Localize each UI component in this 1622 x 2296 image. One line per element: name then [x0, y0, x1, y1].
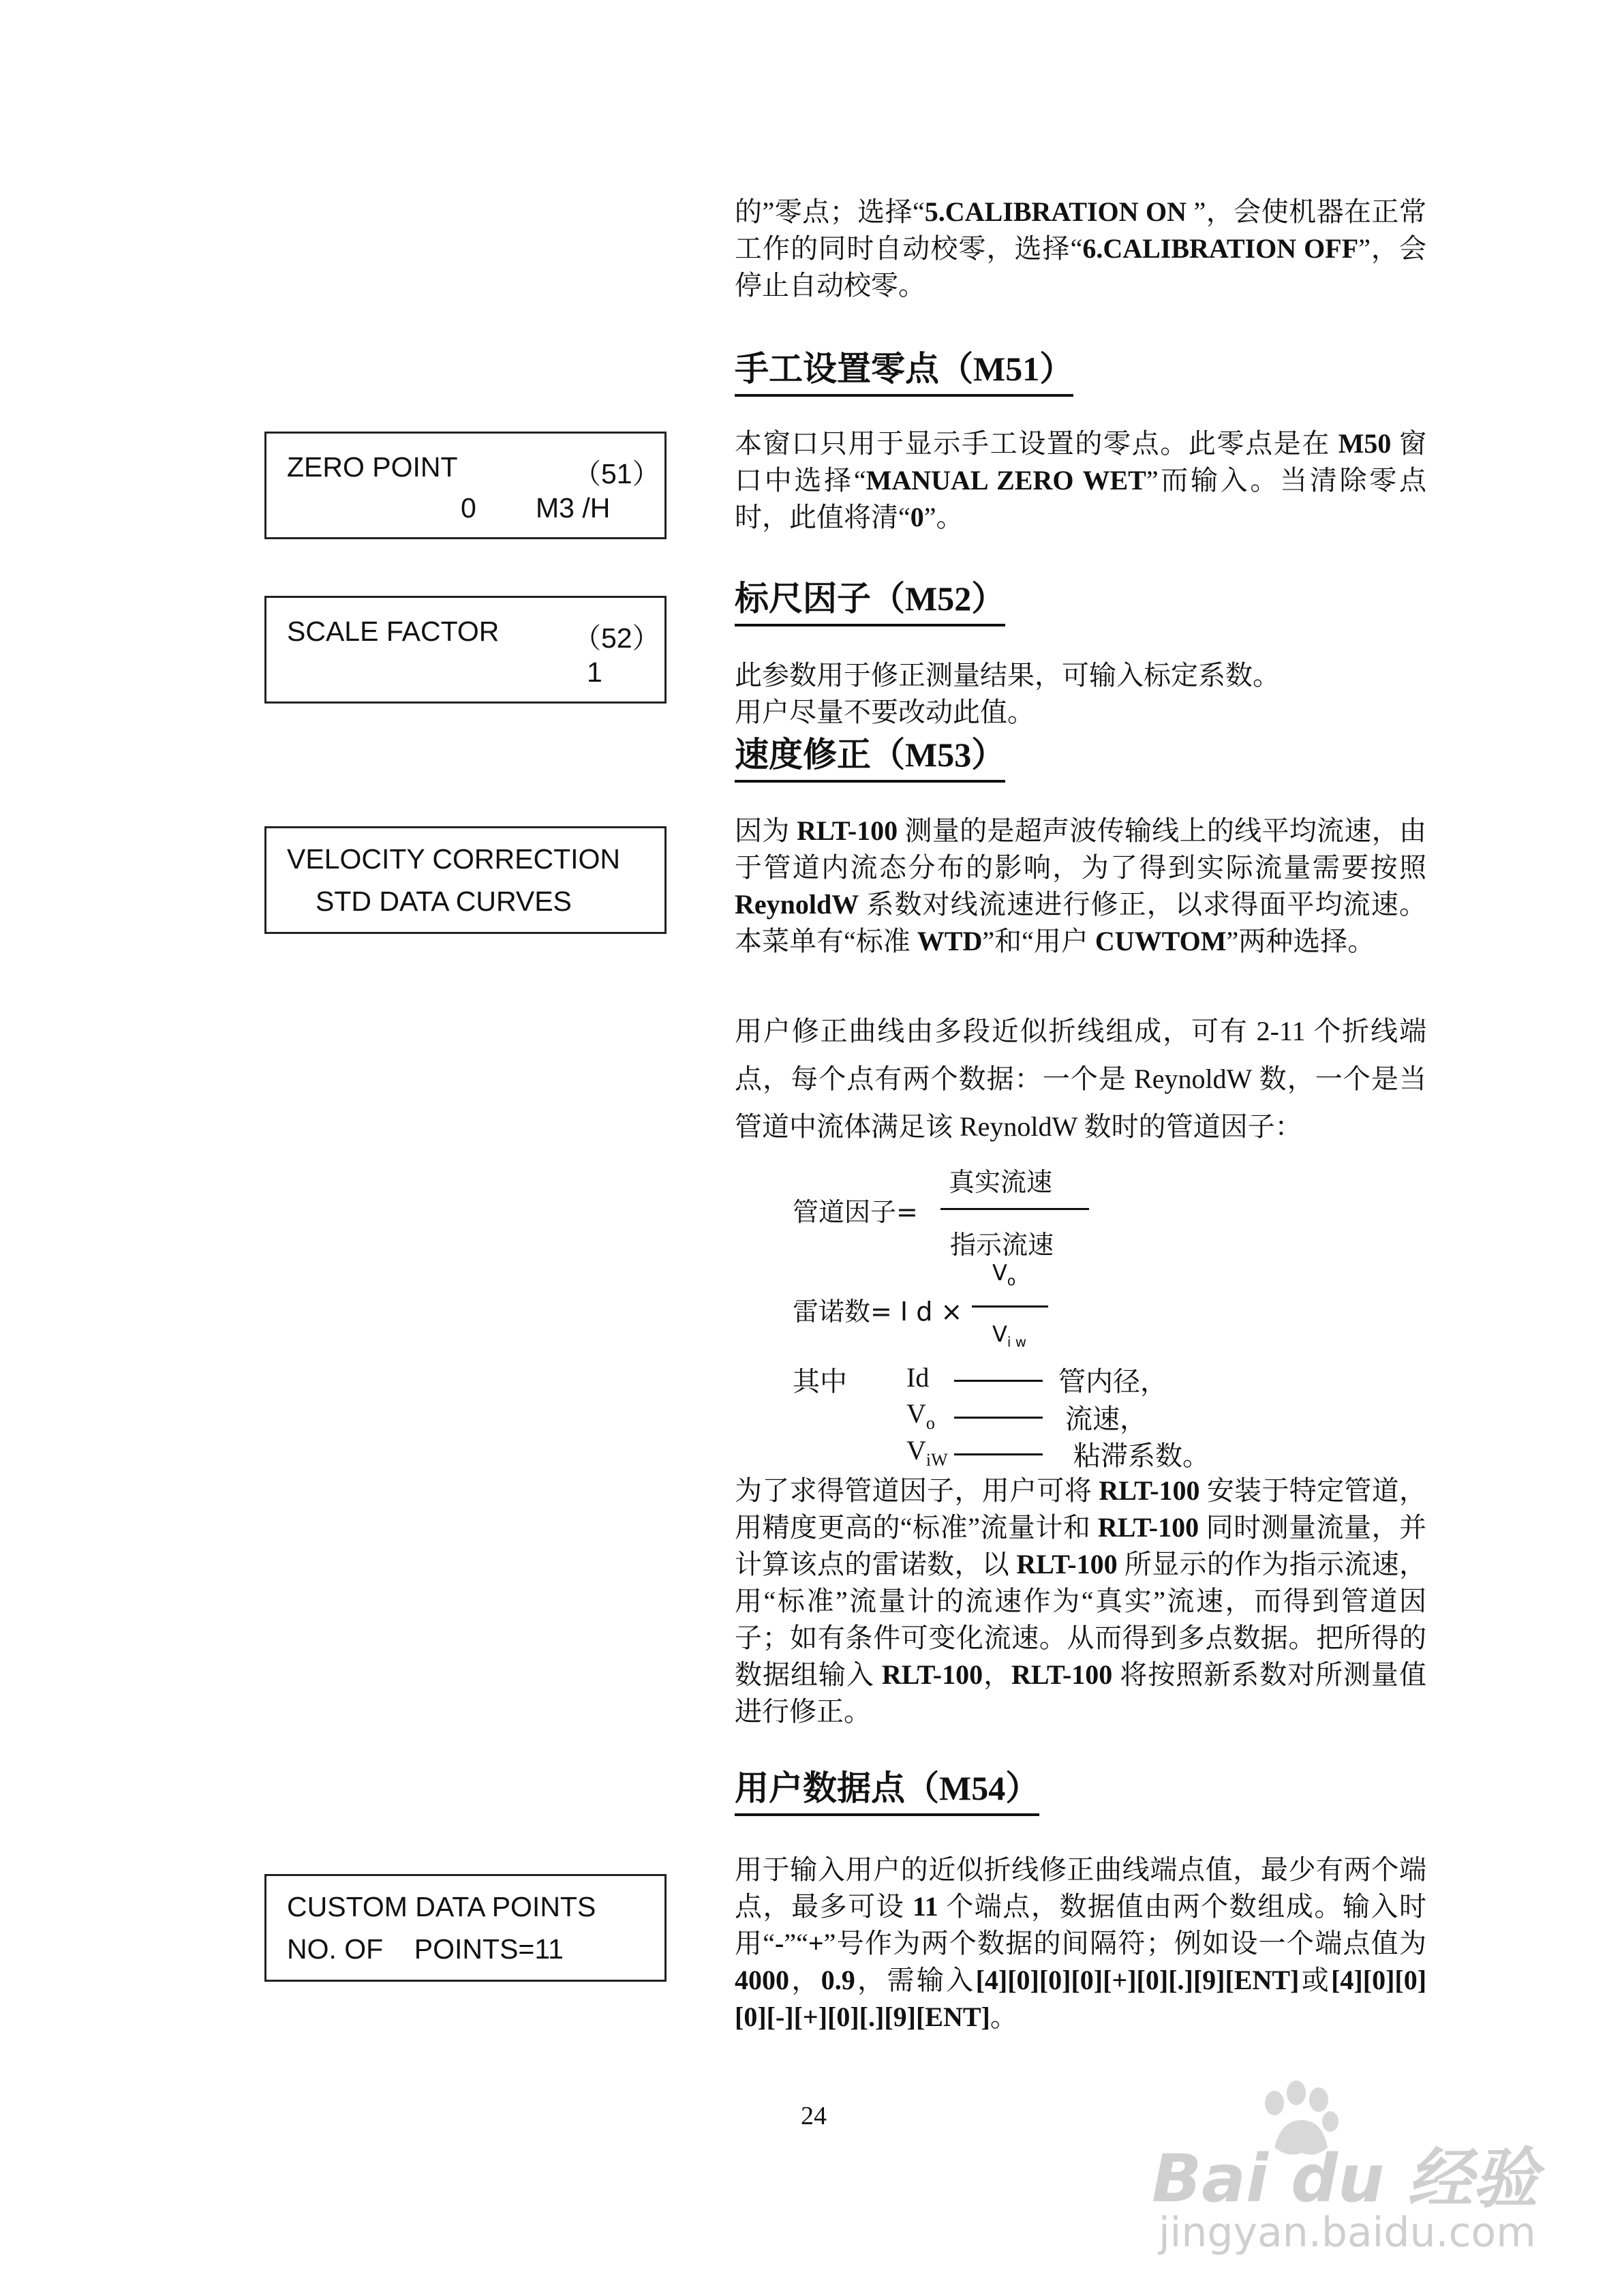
def-vo-sub: o	[925, 1413, 935, 1433]
m53-p3-rlt-1: RLT-100	[1099, 1475, 1200, 1506]
def-viw-symbol	[906, 1434, 948, 1470]
intro-calibration-off: 6.CALIBRATION OFF	[1082, 233, 1359, 264]
pipe-factor-denominator: 指示流速	[950, 1230, 1054, 1260]
m54-text-1: 用于输入用户的近似折线修正曲线端点值，最少有两个端点，最多可设	[735, 1854, 1426, 1922]
pipe-factor-numerator: 真实流速	[949, 1167, 1053, 1197]
m51-heading-text: 手工设置零点	[735, 349, 939, 389]
m54-heading-text: 用户数据点	[735, 1768, 905, 1808]
m53-paragraph-1	[735, 813, 1426, 960]
m52-heading-code: （M52）	[871, 579, 1006, 618]
m54-heading-code: （M54）	[905, 1769, 1040, 1807]
m51-manual-zero-wet: MANUAL ZERO WET	[866, 465, 1146, 496]
m53-p1-rlt: RLT-100	[796, 815, 898, 846]
page-number: 24	[801, 2102, 827, 2130]
m53-p3-text-2: 安装于特定管道，用精度更高的“标准”流量计和	[735, 1475, 1427, 1543]
m54-comma: ，	[789, 1965, 821, 1995]
m54-heading	[735, 1767, 1039, 1816]
m53-lcd-line-2: STD DATA CURVES	[316, 886, 572, 917]
reynolds-den-v: V	[992, 1321, 1007, 1347]
reynolds-num-sub: o	[1007, 1272, 1016, 1289]
m54-plus: +	[808, 1928, 824, 1959]
m54-eleven: 11	[912, 1891, 938, 1922]
watermark-url: jingyan.baidu.com	[1159, 2209, 1536, 2256]
m51-m50: M50	[1338, 428, 1392, 459]
m53-p1-text-1: 因为	[735, 815, 797, 846]
m53-paragraph-3	[735, 1472, 1426, 1730]
reynolds-fraction-line	[972, 1305, 1048, 1308]
m53-p1-text-5: ”两种选择。	[1226, 926, 1375, 956]
m53-heading-code: （M53）	[871, 736, 1006, 774]
m54-minus: -	[775, 1928, 784, 1959]
def-vo-v: V	[906, 1398, 926, 1429]
m51-lcd-unit: M3 /H	[536, 492, 611, 524]
m52-heading	[735, 577, 1005, 626]
m51-text-3: ”而输入。当清除零点时，此值将清“	[735, 465, 1426, 532]
m53-p3-rlt-3: RLT-100	[1016, 1549, 1118, 1580]
reynolds-label: 雷诺数= I d ×	[793, 1297, 963, 1327]
m54-text-5: ，需输入	[855, 1965, 976, 1995]
watermark-brand: Bai du 经验	[1152, 2141, 1538, 2217]
m54-text-4: ”号作为两个数据的间隔符；例如设一个端点值为	[823, 1928, 1426, 1959]
m54-paragraph	[735, 1852, 1426, 2036]
m52-lcd-display	[264, 596, 667, 704]
m53-p1-wtd: WTD	[917, 926, 983, 956]
where-label: 其中	[793, 1366, 847, 1398]
m53-p3-rlt-4: RLT-100	[881, 1659, 983, 1690]
m54-lcd-line-1: CUSTOM DATA POINTS	[287, 1891, 596, 1922]
m52-lcd-title: SCALE FACTOR	[287, 616, 500, 647]
reynolds-den-sub: i w	[1007, 1333, 1027, 1350]
def-id-symbol: Id	[906, 1362, 930, 1393]
m51-text-4: ”。	[923, 502, 964, 532]
m54-lcd-line-2: NO. OF POINTS=11	[287, 1933, 564, 1965]
def-viw-desc: 粘滞系数。	[1073, 1440, 1210, 1472]
reynolds-numerator	[992, 1260, 1015, 1288]
def-id-dash	[954, 1380, 1043, 1382]
def-viw-dash	[954, 1453, 1043, 1455]
m53-p3-text-5: ，	[983, 1659, 1012, 1690]
m52-paragraph	[735, 657, 1426, 731]
m51-heading-code: （M51）	[939, 350, 1074, 388]
m53-p3-text-3: 同时测量流量，并计算该点的雷诺数，以	[735, 1512, 1427, 1580]
def-viw-sub: iW	[925, 1450, 948, 1470]
m52-line-1: 此参数用于修正测量结果，可输入标定系数。	[735, 660, 1280, 691]
m52-lcd-number: （52）	[573, 622, 660, 654]
m53-p3-rlt-2: RLT-100	[1097, 1512, 1199, 1543]
m51-text-2: 窗口中选择“	[735, 428, 1427, 496]
m54-text-2: 个端点，数据值由两个数组成。输入时用“	[735, 1891, 1427, 1959]
def-id-desc: 管内径，	[1058, 1366, 1167, 1398]
m51-lcd-display	[264, 432, 667, 539]
m54-lcd-display	[264, 1874, 667, 1982]
m54-4000: 4000	[735, 1965, 789, 1995]
m52-heading-text: 标尺因子	[735, 579, 871, 618]
intro-calibration-on: 5.CALIBRATION ON	[924, 196, 1194, 227]
m54-end: 。	[990, 2002, 1017, 2032]
m53-lcd-display	[264, 826, 667, 934]
pipe-factor-label: 管道因子=	[793, 1197, 918, 1227]
m53-heading	[735, 734, 1005, 783]
reynolds-num-v: V	[992, 1260, 1007, 1286]
m53-p1-text-4: ”和“用户	[982, 926, 1095, 956]
m54-keys-1: [4][0][0][0][+][0][.][9][ENT]	[975, 1965, 1300, 1995]
m52-lcd-value: 1	[587, 656, 602, 688]
m53-lcd-line-1: VELOCITY CORRECTION	[287, 843, 621, 875]
pipe-factor-fraction-line	[940, 1208, 1089, 1210]
intro-paragraph	[735, 194, 1426, 304]
m54-or: 或	[1299, 1965, 1332, 1995]
m52-line-2: 用户尽量不要改动此值。	[735, 697, 1035, 727]
m53-paragraph-2	[735, 1008, 1426, 1151]
m53-p3-text-4: 所显示的作为指示流速，用“标准”流量计的流速作为“真实”流速，而得到管道因子；如有条件可变化流速。从而得到多点数据。把所得的数据组输入	[735, 1549, 1427, 1690]
m53-p3-rlt-5: RLT-100	[1011, 1659, 1113, 1690]
m51-heading	[735, 348, 1073, 397]
m53-p3-text-6: 将按照新系数对所测量值进行修正。	[735, 1659, 1427, 1727]
m54-text-3: ”“	[784, 1928, 808, 1959]
def-vo-symbol	[906, 1398, 935, 1434]
m53-p1-cuwtom: CUWTOM	[1095, 926, 1227, 956]
intro-text-2: ”，会使机器在正常工作的同时自动校零，选择“	[735, 196, 1426, 264]
m51-paragraph	[735, 425, 1426, 536]
m53-p1-text-2: 测量的是超声波传输线上的线平均流速，由于管道内流态分布的影响，为了得到实际流量需要按照	[735, 815, 1427, 883]
def-vo-dash	[954, 1417, 1043, 1419]
m54-0-9: 0.9	[821, 1965, 855, 1995]
m53-heading-text: 速度修正	[735, 735, 871, 774]
m53-p3-text-1: 为了求得管道因子，用户可将	[735, 1475, 1099, 1506]
def-vo-desc: 流速，	[1065, 1404, 1147, 1435]
intro-text-1: 的”零点；选择“	[735, 196, 925, 227]
m53-p1-text-3: 系数对线流速进行修正，以求得面平均流速。本菜单有“标准	[735, 889, 1426, 956]
intro-text-3: ”，会停止自动校零。	[735, 233, 1426, 301]
m51-lcd-value: 0	[461, 492, 476, 524]
m51-text-1: 本窗口只用于显示手工设置的零点。此零点是在	[735, 428, 1338, 459]
m51-lcd-title: ZERO POINT	[287, 451, 458, 483]
m53-p2-text: 用户修正曲线由多段近似折线组成，可有 2-11 个折线端点，每个点有两个数据：一个是 ReynoldW 数，一个是当管道中流体满足该 ReynoldW 数时的管道因子：	[735, 1016, 1426, 1142]
m51-zero: 0	[910, 502, 924, 532]
m51-lcd-number: （51）	[573, 458, 660, 489]
m54-keys-2: [4][0][0][0][-][+][0][.][9][ENT]	[735, 1965, 1427, 2032]
m53-p1-reynold: ReynoldW	[735, 889, 859, 920]
reynolds-denominator	[992, 1321, 1026, 1350]
def-viw-v: V	[906, 1435, 926, 1466]
